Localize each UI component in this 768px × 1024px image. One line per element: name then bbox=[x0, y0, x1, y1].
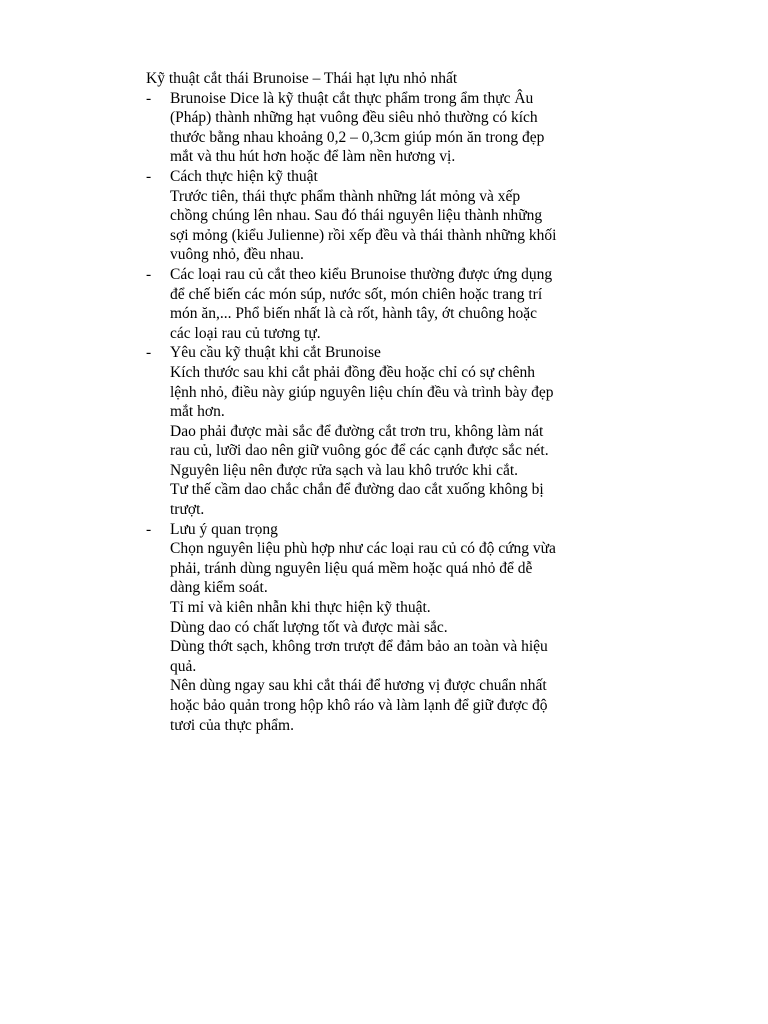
section-text-line: Trước tiên, thái thực phẩm thành những lát mỏng và xếp bbox=[170, 187, 521, 205]
bullet-dash: - bbox=[146, 167, 152, 185]
section-text-line: Chọn nguyên liệu phù hợp như các loại rau củ có độ cứng vừa bbox=[170, 540, 556, 558]
section-text-line: rau củ, lưỡi dao nên giữ vuông góc để các cạnh được sắc nét. bbox=[170, 442, 549, 460]
section-text-line: sợi mỏng (kiểu Julienne) rồi xếp đều và thái thành những khối bbox=[170, 226, 557, 244]
bullet-dash: - bbox=[146, 265, 152, 283]
section-text-line: Tỉ mỉ và kiên nhẫn khi thực hiện kỹ thuật. bbox=[170, 599, 431, 617]
document-title: Kỹ thuật cắt thái Brunoise – Thái hạt lựu nhỏ nhất bbox=[146, 70, 458, 87]
section-heading-line: Lưu ý quan trọng bbox=[170, 520, 278, 538]
section-text-line: để chế biến các món súp, nước sốt, món chiên hoặc trang trí bbox=[170, 285, 543, 303]
section-text-line: trượt. bbox=[170, 501, 205, 519]
section-text-line: Tư thế cầm dao chắc chắn để đường dao cắt xuống không bị bbox=[170, 481, 544, 499]
bullet-dash: - bbox=[146, 520, 152, 538]
section-text-line: vuông nhỏ, đều nhau. bbox=[170, 246, 304, 264]
section-item bbox=[146, 520, 626, 736]
section-text-line: Nguyên liệu nên được rửa sạch và lau khô trước khi cắt. bbox=[170, 461, 519, 479]
section-text-line: (Pháp) thành những hạt vuông đều siêu nhỏ thường có kích bbox=[170, 109, 538, 127]
section-text-line: Dao phải được mài sắc để đường cắt trơn tru, không làm nát bbox=[170, 422, 544, 440]
bullet-dash: - bbox=[146, 89, 152, 107]
section-heading-line: Cách thực hiện kỹ thuật bbox=[170, 167, 318, 185]
section-text-line: mắt và thu hút hơn hoặc để làm nền hương vị. bbox=[170, 148, 456, 166]
section-heading-line: Các loại rau củ cắt theo kiểu Brunoise thường được ứng dụng bbox=[170, 265, 553, 283]
section-text-line: Nên dùng ngay sau khi cắt thái để hương vị được chuẩn nhất bbox=[170, 677, 547, 695]
section-text-line: hoặc bảo quản trong hộp khô ráo và làm lạnh để giữ được độ bbox=[170, 697, 548, 714]
section-text-line: lệnh nhỏ, điều này giúp nguyên liệu chín đều và trình bày đẹp bbox=[170, 383, 554, 401]
section-text-line: Dùng dao có chất lượng tốt và được mài sắc. bbox=[170, 618, 448, 636]
section-heading-line: Yêu cầu kỹ thuật khi cắt Brunoise bbox=[170, 344, 381, 362]
section-item bbox=[146, 167, 626, 265]
bullet-dash: - bbox=[146, 344, 152, 362]
section-text-line: các loại rau củ tương tự. bbox=[170, 324, 321, 342]
document-page bbox=[146, 69, 626, 735]
section-item bbox=[146, 265, 626, 343]
section-text-line: Dùng thớt sạch, không trơn trượt để đảm bảo an toàn và hiệu bbox=[170, 638, 548, 656]
section-text-line: mắt hơn. bbox=[170, 403, 225, 421]
section-item bbox=[146, 343, 626, 519]
section-text-line: chồng chúng lên nhau. Sau đó thái nguyên liệu thành những bbox=[170, 207, 543, 225]
section-text-line: dàng kiểm soát. bbox=[170, 579, 268, 597]
section-text-line: quả. bbox=[170, 657, 197, 675]
section-text-line: tươi của thực phẩm. bbox=[170, 716, 294, 734]
section-text-line: món ăn,... Phổ biến nhất là cà rốt, hành tây, ớt chuông hoặc bbox=[170, 305, 538, 323]
section-text-line: thước bằng nhau khoảng 0,2 – 0,3cm giúp món ăn trong đẹp bbox=[170, 128, 545, 146]
section-text-line: Kích thước sau khi cắt phải đồng đều hoặc chỉ có sự chênh bbox=[170, 363, 536, 381]
section-list bbox=[146, 89, 626, 736]
section-heading-line: Brunoise Dice là kỹ thuật cắt thực phẩm trong ẩm thực Âu bbox=[170, 89, 534, 107]
section-text-line: phải, tránh dùng nguyên liệu quá mềm hoặc quá nhỏ để dễ bbox=[170, 559, 533, 577]
section-item bbox=[146, 89, 626, 167]
